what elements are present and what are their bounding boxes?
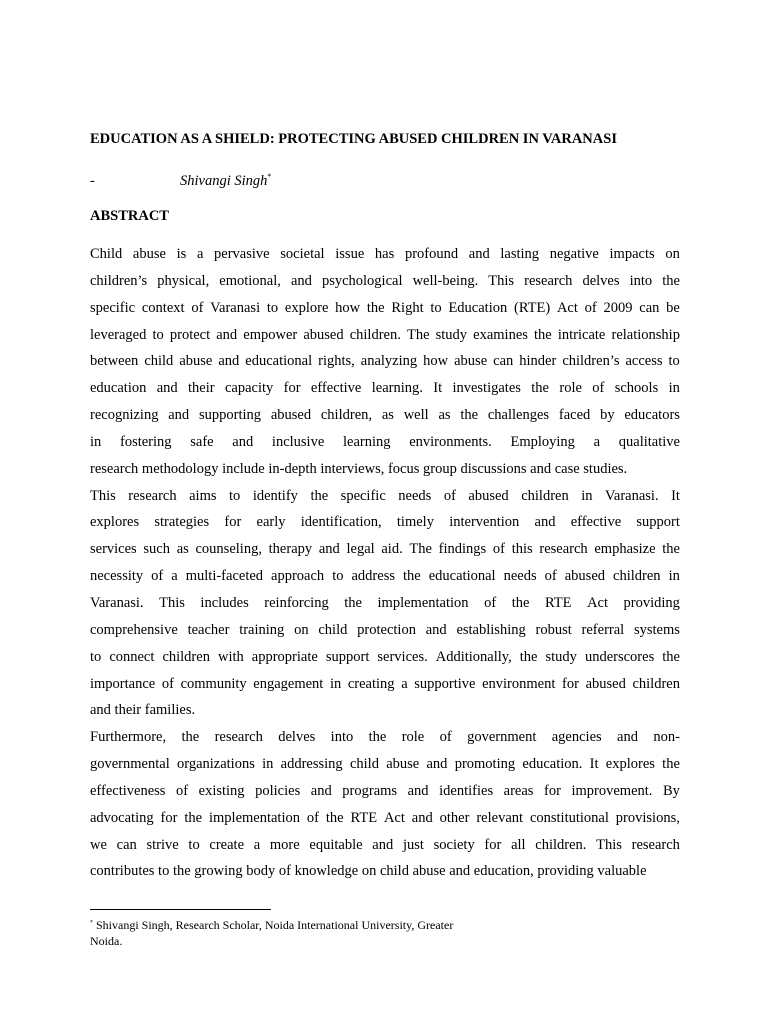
- abstract-line: research methodology include in-depth interviews, focus group discussions and case studies.: [90, 460, 628, 477]
- abstract-line: advocating for the implementation of the RTE Act and other relevant constitutional provisions,: [90, 809, 680, 826]
- abstract-line: services such as counseling, therapy and legal aid. The findings of this research emphasize the: [90, 541, 680, 558]
- footnote-separator: [90, 909, 271, 910]
- abstract-line: leveraged to protect and empower abused children. The study examines the intricate relationship: [90, 326, 680, 343]
- abstract-line: to connect children with appropriate support services. Additionally, the study underscores the: [90, 648, 680, 665]
- footnote-line-2: Noida.: [90, 934, 123, 948]
- author-line: [90, 172, 271, 190]
- abstract-line: This research aims to identify the specific needs of abused children in Varanasi. It: [90, 487, 680, 504]
- abstract-line: Child abuse is a pervasive societal issue has profound and lasting negative impacts on: [90, 246, 680, 262]
- author-name: Shivangi Singh: [180, 172, 268, 189]
- abstract-line: education and their capacity for effective learning. It investigates the role of schools in: [90, 380, 680, 397]
- author-footnote-mark: *: [267, 172, 272, 181]
- abstract-line: necessity of a multi-faceted approach to address the educational needs of abused children in: [90, 568, 680, 585]
- abstract-line: between child abuse and educational rights, analyzing how abuse can hinder children’s access to: [90, 353, 680, 370]
- abstract-line: children’s physical, emotional, and psychological well-being. This research delves into the: [90, 272, 680, 289]
- abstract-line: contributes to the growing body of knowledge on child abuse and education, providing valuable: [90, 863, 647, 880]
- abstract-line: effectiveness of existing policies and programs and identifies areas for improvement. By: [90, 782, 680, 799]
- paper-title: EDUCATION AS A SHIELD: PROTECTING ABUSED CHILDREN IN VARANASI: [90, 131, 617, 147]
- footnote: [90, 915, 490, 949]
- abstract-line: recognizing and supporting abused children, as well as the challenges faced by educators: [90, 407, 680, 424]
- abstract-line: explores strategies for early identification, timely intervention and effective support: [90, 514, 680, 531]
- footnote-mark: *: [90, 920, 93, 926]
- abstract-line: importance of community engagement in creating a supportive environment for abused children: [90, 675, 680, 692]
- footnote-text-1: Shivangi Singh, Research Scholar, Noida International University, Greater: [96, 918, 454, 932]
- abstract-body: [90, 241, 680, 885]
- abstract-line: we can strive to create a more equitable and just society for all children. This research: [90, 836, 680, 853]
- abstract-line: Varanasi. This includes reinforcing the implementation of the RTE Act providing: [90, 594, 680, 611]
- abstract-line: Furthermore, the research delves into the role of government agencies and non-: [90, 729, 680, 746]
- footnote-line-1: [90, 915, 490, 933]
- abstract-line: comprehensive teacher training on child protection and establishing robust referral systems: [90, 621, 680, 638]
- abstract-heading: ABSTRACT: [90, 208, 169, 224]
- abstract-line: and their families.: [90, 702, 196, 719]
- abstract-line: in fostering safe and inclusive learning environments. Employing a qualitative: [90, 433, 680, 450]
- abstract-line: specific context of Varanasi to explore how the Right to Education (RTE) Act of 2009 can be: [90, 299, 680, 316]
- author-dash: -: [90, 172, 95, 189]
- abstract-line: governmental organizations in addressing child abuse and promoting education. It explores the: [90, 756, 680, 773]
